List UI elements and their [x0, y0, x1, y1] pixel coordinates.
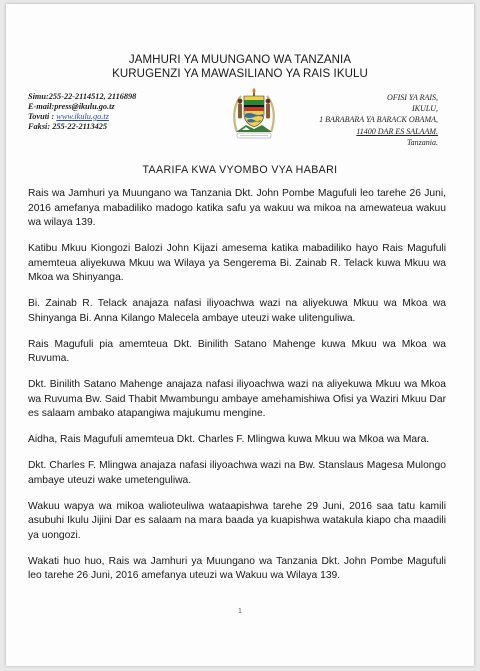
press-release-body: [28, 187, 446, 584]
document-page: [6, 4, 474, 666]
contact-block: [28, 92, 198, 132]
paragraph: Rais wa Jamhuri ya Muungano wa Tanzania Dkt. John Pombe Magufuli leo tarehe 26 Juni, 2016 amefanya mabadiliko madogo katika safu ya wakuu wa mikoa na amewateua wakuu wa wilaya 139.: [28, 188, 446, 228]
contact-website-label: Tovuti :: [28, 112, 55, 121]
contact-fax: Faksi: 255-22-2113425: [28, 122, 108, 131]
contact-email: E-mail:press@ikulu.go.tz: [28, 102, 115, 111]
address-line-country: Tanzania.: [406, 137, 438, 147]
address-line-ikulu: IKULU,: [411, 104, 438, 114]
contact-website-link[interactable]: www.ikulu.go.tz: [56, 112, 109, 121]
paragraph: Rais Magufuli pia amemteua Dkt. Binilith Satano Mahenge kuwa Mkuu wa Mkoa wa Ruvuma.: [28, 338, 446, 364]
address-line-city: 11400 DAR ES SALAAM.: [356, 126, 438, 136]
paragraph: Dkt. Binilith Satano Mahenge anajaza nafasi iliyoachwa wazi na aliyekuwa Mkuu wa Mkoa wa Ruvuma Bw. Said Thabit Mwambungu ambaye amehamishiwa Ofisi ya Waziri Mkuu Dar es salaam ambako atapangiwa majukumu mengine.: [28, 379, 446, 419]
header-country: JAMHURI YA MUUNGANO WA TANZANIA: [128, 54, 352, 66]
contact-phone: Simu:255-22-2114512, 2116898: [28, 92, 137, 101]
paragraph: Dkt. Charles F. Mlingwa anajaza nafasi iliyoachwa wazi na Bw. Stanslaus Magesa Mulongo ambaye uteuzi wake umetenguliwa.: [28, 460, 446, 486]
paragraph: Bi. Zainab R. Telack anajaza nafasi iliyoachwa wazi na aliyekuwa Mkuu wa Mkoa wa Shinyanga Bi. Anna Kilango Malecela ambaye uteuzi wake ulitenguliwa.: [28, 298, 446, 324]
address-line-office: OFISI YA RAIS,: [386, 93, 438, 102]
header-directorate: KURUGENZI YA MAWASILIANO YA RAIS IKULU: [112, 68, 368, 80]
paragraph: Aidha, Rais Magufuli amemteua Dkt. Charles F. Mlingwa kuwa Mkuu wa Mkoa wa Mara.: [28, 434, 430, 445]
press-release-title: TAARIFA KWA VYOMBO VYA HABARI: [142, 164, 338, 176]
paragraph: Katibu Mkuu Kiongozi Balozi John Kijazi amesema katika mabadiliko hayo Rais Magufuli amemteua aliyekuwa Mkuu wa Wilaya ya Sengerema Bi. Zainab R. Telack kuwa Mkuu wa Mkoa wa Shinyanga.: [28, 243, 446, 283]
address-line-street: 1 BARABARA YA BARACK OBAMA,: [319, 115, 438, 125]
paragraph: Wakati huo huo, Rais wa Jamhuri ya Muungano wa Tanzania Dkt. John Pombe Magufuli leo tarehe 26 Juni, 2016 amefanya uteuzi wa Wakuu wa Wilaya 139.: [28, 555, 446, 581]
paragraph: Wakuu wapya wa mikoa walioteuliwa wataapishwa tarehe 29 Juni, 2016 saa tatu kamili asubuhi Ikulu Jijini Dar es salaam na mara baada ya kuapishwa watakula kiapo cha maadili ya uongozi.: [28, 500, 446, 541]
page-number: 1: [238, 608, 242, 615]
office-address: [268, 92, 438, 148]
contact-website-row: [28, 112, 198, 122]
